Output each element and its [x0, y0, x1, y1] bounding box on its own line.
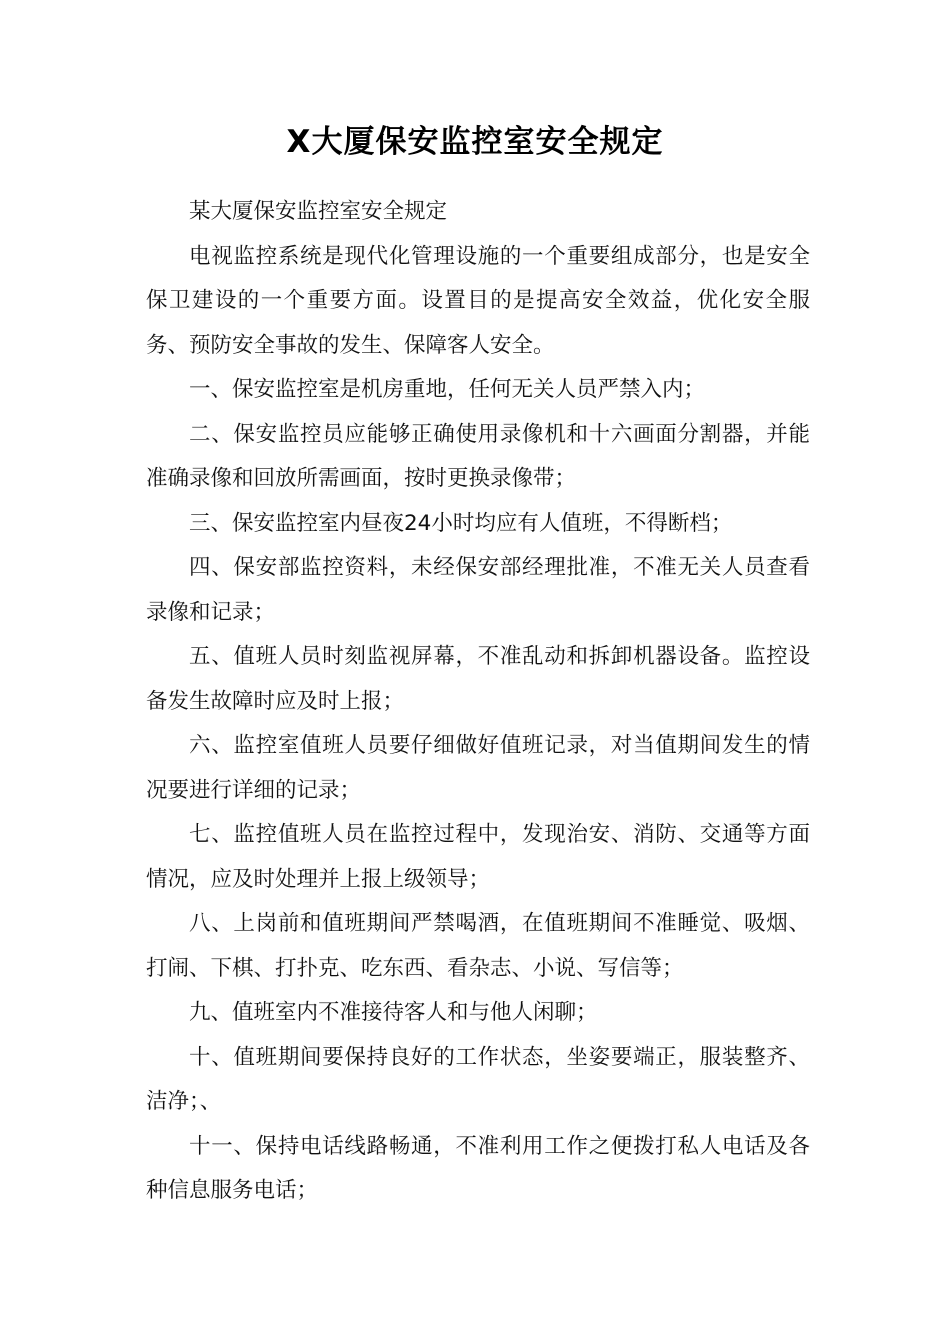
rule-1-paragraph: 一、保安监控室是机房重地，任何无关人员严禁入内； — [189, 377, 706, 402]
subtitle-paragraph: 某大厦保安监控室安全规定 — [189, 199, 448, 224]
document-title: X大厦保安监控室安全规定 — [286, 124, 664, 160]
rule-9-paragraph: 九、值班室内不准接待客人和与他人闲聊； — [189, 1000, 598, 1025]
rule-3-paragraph: 三、保安监控室内昼夜24小时均应有人值班，不得断档； — [189, 510, 733, 536]
rule-4-paragraph: 四、保安部监控资料，未经保安部经理批准，不准无关人员查看录像和记录； — [146, 555, 810, 625]
rule-10-paragraph: 十、值班期间要保持良好的工作状态，坐姿要端正，服装整齐、洁净；、 — [146, 1044, 810, 1114]
rule-6-paragraph: 六、监控室值班人员要仔细做好值班记录，对当值期间发生的情况要进行详细的记录； — [146, 733, 810, 803]
rule-2-paragraph: 二、保安监控员应能够正确使用录像机和十六画面分割器，并能准确录像和回放所需画面，按时更换录像带； — [146, 421, 810, 491]
rule-11-paragraph: 十一、保持电话线路畅通，不准利用工作之便拨打私人电话及各种信息服务电话； — [146, 1133, 810, 1203]
rule-5-paragraph: 五、值班人员时刻监视屏幕，不准乱动和拆卸机器设备。监控设备发生故障时应及时上报； — [146, 644, 810, 714]
document-body — [146, 190, 810, 1214]
rule-7-paragraph: 七、监控值班人员在监控过程中，发现治安、消防、交通等方面情况，应及时处理并上报上级领导； — [146, 822, 810, 892]
rule-8-paragraph: 八、上岗前和值班期间严禁喝酒，在值班期间不准睡觉、吸烟、打闹、下棋、打扑克、吃东西、看杂志、小说、写信等； — [146, 911, 810, 981]
intro-paragraph: 电视监控系统是现代化管理设施的一个重要组成部分，也是安全保卫建设的一个重要方面。设置目的是提高安全效益，优化安全服务、预防安全事故的发生、保障客人安全。 — [146, 243, 810, 358]
